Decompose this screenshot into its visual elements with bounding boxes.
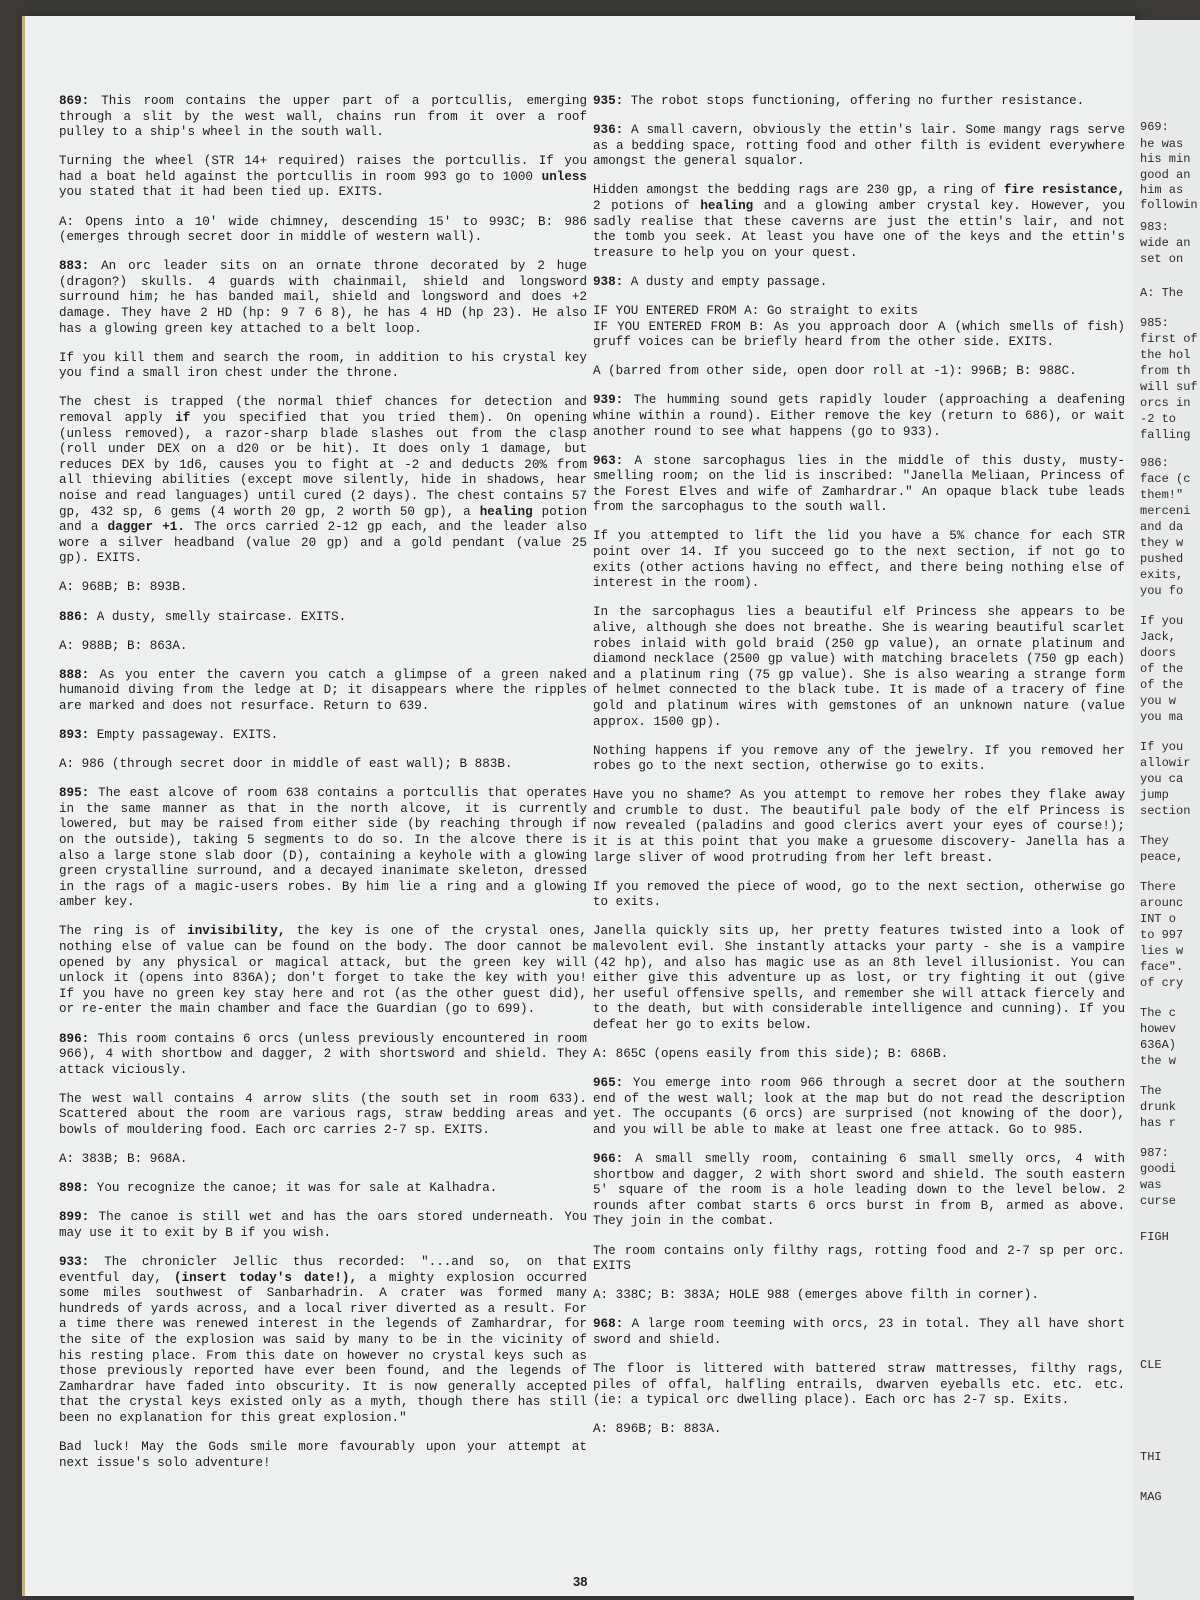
body-text: A (barred from other side, open door roll at -1): 996B; B: 988C.: [593, 364, 1077, 379]
bold-text: 935:: [593, 94, 624, 108]
paragraph-p968c: [593, 1422, 1125, 1438]
bold-text: 965:: [593, 1076, 624, 1091]
body-text: As you enter the cavern you catch a glimpse of a green naked humanoid diving from the ledge at D; it disappears where the ripples are marked and does not resurface. Return to 639.: [59, 667, 587, 713]
next-page-fragment: merceni: [1140, 504, 1191, 518]
paragraph-p896c: [59, 1152, 587, 1168]
next-page-fragment: them!": [1140, 488, 1184, 502]
next-page-fragment: pushed: [1140, 552, 1184, 566]
body-text: The floor is littered with battered straw mattresses, filthy rags, piles of offal, halfling entrails, dwarven eyeballs etc. etc. etc. (ie: a typical orc dwelling place). Each orc has 2-7 sp. Exits.: [593, 1362, 1125, 1408]
body-text: The chest is trapped (the normal thief chances for detection and removal apply: [59, 395, 587, 425]
bold-text: 883:: [59, 259, 90, 274]
next-page-fragment: CLE: [1140, 1358, 1162, 1372]
paragraph-p938b: [593, 304, 1125, 351]
body-text: Have you no shame? As you attempt to remove her robes they flake away and crumble to dust. The beautiful pale body of the elf Princess is now revealed (paladins and good clerics avert your eyes of course!); it is at this point that you make a gruesome discovery- Janella has a large sliver of wood protruding from her left breast.: [593, 788, 1125, 865]
paragraph-p963b: [593, 529, 1125, 591]
paragraph-p899: [59, 1210, 587, 1241]
paragraph-p963c: [593, 605, 1125, 730]
next-page-fragment: The: [1140, 1084, 1162, 1098]
body-text: The chronicler Jellic thus recorded: "...and so, on that eventful day,: [59, 1254, 587, 1285]
next-page-fragment: was: [1140, 1178, 1162, 1192]
body-text: This room contains 6 orcs (unless previously encountered in room 966), 4 with shortbow and dagger, 2 with shortsword and shield. They attack viciously.: [59, 1031, 587, 1077]
paragraph-p886: [59, 610, 587, 626]
next-page-fragment: face (c: [1140, 472, 1191, 486]
body-text: A: 986 (through secret door in middle of east wall); B 883B.: [59, 757, 513, 772]
next-page-fragment: 987:: [1140, 1146, 1169, 1160]
body-text: A: 865C (opens easily from this side); B: 686B.: [593, 1047, 949, 1062]
next-page-fragment: Jack,: [1140, 630, 1177, 644]
bold-text: 939:: [593, 393, 624, 408]
next-page-fragment: A: The: [1140, 286, 1184, 300]
paragraph-p888: [59, 668, 587, 715]
next-page-fragment: goodi: [1140, 1162, 1177, 1176]
bold-text: 933:: [59, 1254, 90, 1269]
paragraph-p869c: [59, 215, 587, 246]
paragraph-p965: [593, 1076, 1125, 1138]
bold-text: dagger +1.: [107, 520, 185, 535]
paragraph-p893: [59, 728, 587, 744]
body-text: A: 968B; B: 893B.: [59, 580, 188, 595]
next-page-fragment: They: [1140, 834, 1169, 848]
body-text: and a glowing amber crystal key. However, you sadly realise that these caverns are just the ettin's lair, and not the tomb you seek. At least you have one of the keys and the ettin's treasure to help you on your quest.: [593, 198, 1125, 260]
next-page-fragment: INT o: [1140, 912, 1177, 926]
paragraph-p933: [59, 1255, 587, 1427]
next-page-fragment: 969:: [1140, 120, 1169, 134]
next-page-fragment: FIGH: [1140, 1230, 1169, 1244]
page-number: 38: [573, 1574, 588, 1589]
bold-text: healing: [479, 504, 533, 519]
paragraph-p963f: [593, 880, 1125, 911]
next-page-fragment: 986:: [1140, 456, 1169, 470]
paragraph-p938c: [593, 364, 1125, 380]
next-page-fragment: howev: [1140, 1022, 1177, 1036]
body-text: A small cavern, obviously the ettin's lair. Some mangy rags serve as a bedding space, rotting food and other filth is evident everywhere amongst the general squalor.: [593, 123, 1125, 169]
body-text: A: 988B; B: 863A.: [59, 638, 188, 653]
next-page-fragment: MAG: [1140, 1490, 1162, 1504]
body-text: The humming sound gets rapidly louder (approaching a deafening whine within a round). Either remove the key (return to 686), or wait another round to see what happens (go to 933).: [593, 393, 1125, 439]
next-page-fragment: jump: [1140, 788, 1169, 802]
paragraph-p963d: [593, 744, 1125, 775]
paragraph-p963e: [593, 788, 1125, 866]
next-page-fragment: -2 to: [1140, 412, 1177, 426]
body-text: You emerge into room 966 through a secret door at the southern end of the west wall; look at the map but do not read the description yet. The occupants (6 orcs) are surprised (not knowing of the door), and you will be able to make at least one free attack. Go to 985.: [593, 1076, 1125, 1137]
paragraph-p898: [59, 1181, 587, 1197]
bold-text: 893:: [59, 728, 90, 742]
paragraph-p869b: [59, 154, 587, 201]
next-page-fragment: set on: [1140, 252, 1184, 266]
next-page-fragment: of the: [1140, 678, 1184, 692]
body-text: A: 338C; B: 383A; HOLE 988 (emerges above filth in corner).: [593, 1288, 1039, 1303]
next-page-fragment: peace,: [1140, 850, 1184, 864]
paragraph-p883b: [59, 351, 587, 382]
body-text: Bad luck! May the Gods smile more favourably upon your attempt at next issue's solo adventure!: [59, 1439, 587, 1470]
next-page-fragment: his min: [1140, 152, 1191, 166]
next-page-fragment: you ma: [1140, 710, 1184, 724]
body-text: The canoe is still wet and has the oars stored underneath. You may use it to exit by B if you wish.: [59, 1210, 587, 1240]
next-page-fragment: If you: [1140, 740, 1184, 754]
paragraph-p895: [59, 786, 587, 911]
bold-text: unless: [541, 169, 587, 184]
body-text: The robot stops functioning, offering no further resistance.: [623, 94, 1085, 108]
next-page-edge: [1134, 20, 1200, 1600]
next-page-fragment: drunk: [1140, 1100, 1177, 1114]
next-page-fragment: allowir: [1140, 756, 1191, 770]
next-page-fragment: section: [1140, 804, 1191, 818]
paragraph-p936: [593, 123, 1125, 170]
next-page-fragment: doors: [1140, 646, 1177, 660]
next-page-fragment: 636A): [1140, 1038, 1177, 1052]
bold-text: 899:: [59, 1210, 90, 1225]
body-text: Hidden amongst the bedding rags are 230 gp, a ring of: [593, 183, 1004, 198]
next-page-fragment: the hol: [1140, 348, 1191, 362]
body-text: you specified that you tried them). On opening (unless removed), a razor-sharp blade slashes out from the clasp (roll under DEX on a d20 or be hit). It does only 1 damage, but reduces DEX by 1d6, causes you to fight at -2 and deducts 20% from all thieving abilities (except move silently, hide in shadows, hear noise and read languages) until cured (2 days). The chest contains 57 gp, 432 sp, 6 gems (4 worth 20 gp, 2 worth 50 gp), a: [59, 411, 588, 519]
next-page-fragment: good an: [1140, 168, 1191, 182]
left-column: [59, 94, 587, 1485]
paragraph-p883c: [59, 395, 587, 567]
body-text: In the sarcophagus lies a beautiful elf Princess she appears to be alive, although she does not breathe. She is wearing beautiful scarlet robes inlaid with gold braid (250 gp value), an ornate platinum and diamond necklace (2500 gp value) with matching bracelets (750 gp each) and a platinum ring (75 gp value). She is also wearing a strange form of helmet connected to the black tube. It is made of a tracery of fine gold and platinum wires with gemstones of an unknown nature (value approx. 1500 gp).: [593, 605, 1125, 729]
next-page-fragment: 985:: [1140, 316, 1169, 330]
body-text: You recognize the canoe; it was for sale at Kalhadra.: [89, 1181, 498, 1196]
body-text: A dusty, smelly staircase. EXITS.: [89, 609, 347, 624]
bold-text: fire resistance,: [1003, 183, 1125, 198]
paragraph-p938: [593, 275, 1125, 291]
next-page-fragment: followin: [1140, 198, 1198, 212]
body-text: An orc leader sits on an ornate throne decorated by 2 huge (dragon?) skulls. 4 guards with chainmail, shield and longsword surround him; he has banded mail, shield and longsword and does +2 damage. They have 2 HD (hp: 9 7 6 8), he has 4 HD (hp 23). He also has a glowing green key attached to a belt loop.: [59, 259, 587, 336]
next-page-fragment: you ca: [1140, 772, 1184, 786]
bold-text: if: [175, 411, 191, 425]
paragraph-p966b: [593, 1244, 1125, 1275]
paragraph-p936b: [593, 183, 1125, 261]
paragraph-p963: [593, 454, 1125, 516]
body-text: A: 896B; B: 883A.: [593, 1422, 722, 1437]
paragraph-p895b: [59, 924, 587, 1018]
next-page-fragment: you fo: [1140, 584, 1184, 598]
next-page-fragment: The c: [1140, 1006, 1177, 1020]
body-text: A: 383B; B: 968A.: [59, 1152, 188, 1167]
body-text: This room contains the upper part of a portcullis, emerging through a slit by the west wall, chains run from it over a roof pulley to a ship's wheel in the south wall.: [59, 94, 587, 140]
paragraph-p968: [593, 1317, 1125, 1348]
body-text: If you removed the piece of wood, go to the next section, otherwise go to exits.: [593, 879, 1125, 910]
body-text: IF YOU ENTERED FROM A: Go straight to exits IF YOU ENTERED FROM B: As you approach door A (which smells of fish) gruff voices can be briefly heard from the other side. EXITS.: [593, 303, 1125, 350]
body-text: Turning the wheel (STR 14+ required) raises the portcullis. If you had a boat held against the portcullis in room 993 go to 1000: [59, 154, 587, 184]
next-page-fragment: from th: [1140, 364, 1191, 378]
body-text: If you attempted to lift the lid you have a 5% chance for each STR point over 14. If you succeed go to the next section, if not go to exits (other actions having no effect, and there being nothing else of interest in the room).: [593, 529, 1125, 591]
next-page-fragment: wide an: [1140, 236, 1191, 250]
bold-text: 895:: [59, 786, 90, 801]
next-page-fragment: will suf: [1140, 380, 1198, 394]
body-text: A small smelly room, containing 6 small smelly orcs, 4 with shortbow and dagger, 2 with short sword and shield. The south eastern 5' square of the room is a hole leading down to the level below. 2 rounds after combat starts 6 orcs burst in from B, armed as above. They join in the combat.: [593, 1152, 1125, 1229]
bold-text: 886:: [59, 609, 90, 624]
next-page-fragment: to 997: [1140, 928, 1184, 942]
paragraph-p939: [593, 393, 1125, 440]
body-text: you stated that it had been tied up. EXITS.: [59, 185, 384, 200]
bold-text: invisibility,: [187, 924, 286, 939]
body-text: 2 potions of: [593, 198, 701, 213]
bold-text: 966:: [593, 1152, 624, 1167]
next-page-fragment: they w: [1140, 536, 1184, 550]
next-page-fragment: falling: [1140, 428, 1191, 442]
next-page-fragment: of the: [1140, 662, 1184, 676]
next-page-fragment: 983:: [1140, 220, 1169, 234]
next-page-fragment: orcs in: [1140, 396, 1191, 410]
paragraph-p933b: [59, 1440, 587, 1471]
next-page-fragment: first of: [1140, 332, 1198, 346]
next-page-fragment: There: [1140, 880, 1177, 894]
body-text: The room contains only filthy rags, rotting food and 2-7 sp per orc. EXITS: [593, 1243, 1125, 1274]
next-page-fragment: he was: [1140, 137, 1184, 151]
next-page-fragment: curse: [1140, 1194, 1177, 1208]
next-page-fragment: of cry: [1140, 976, 1184, 990]
paragraph-p896b: [59, 1092, 587, 1139]
bold-text: 898:: [59, 1181, 90, 1196]
paragraph-p869: [59, 94, 587, 141]
body-text: a mighty explosion occurred some miles southwest of Sanbarhadrin. A crater was formed many hundreds of yards across, and a local river diverted as a result. For a time there was renewed interest in the legends of Zamhardrar, for the site of the explosion was said by many to be in the vicinity of his resting place. From this date on however no crystal keys such as those previously reported have ever been found, and the legends of Zamhardrar have faded into obscurity. It is now generally accepted that the crystal keys existed only as a myth, though there has still been no explanation for this great explosion.": [59, 1270, 587, 1425]
paragraph-p963g: [593, 924, 1125, 1033]
next-page-fragment: face".: [1140, 960, 1184, 974]
bold-text: 938:: [593, 274, 624, 289]
next-page-fragment: the w: [1140, 1054, 1177, 1068]
next-page-fragment: you w: [1140, 694, 1177, 708]
body-text: A large room teeming with orcs, 23 in total. They all have short sword and shield.: [593, 1317, 1125, 1347]
body-text: The orcs carried 2-12 gp each, and the leader also wore a silver headband (value 20 gp) and a gold pendant (value 25 gp). EXITS.: [59, 520, 587, 566]
magazine-page: [22, 16, 1135, 1596]
next-page-fragment: lies w: [1140, 944, 1184, 958]
paragraph-p893b: [59, 757, 587, 773]
paragraph-p886b: [59, 639, 587, 655]
right-column: [593, 94, 1125, 1451]
paragraph-p963h: [593, 1047, 1125, 1063]
paragraph-p883: [59, 259, 587, 337]
bold-text: 869:: [59, 94, 90, 108]
body-text: The east alcove of room 638 contains a portcullis that operates in the same manner as that in the north alcove, it is currently lowered, but may be raised from either side (by reaching through if on the outside), taking 5 segments to do so. In the alcove there is also a large stone slab door (D), containing a keyhole with a glowing green crystalline surround, and a decayed inanimate skeleton, dressed in the rags of a magic-users robes. By him lie a ring and a glowing amber key.: [59, 786, 587, 910]
next-page-fragment: exits,: [1140, 568, 1184, 582]
bold-text: 963:: [593, 453, 624, 468]
body-text: Empty passageway. EXITS.: [89, 728, 279, 742]
paragraph-p966: [593, 1152, 1125, 1230]
body-text: the key is one of the crystal ones, nothing else of value can be found on the body. The door cannot be opened by any physical or magical attack, but the green key will unlock it (opens into 836A); don't forget to take the key with you! If you have no green key stay here and rot (as the other guest did), or re-enter the main chamber and face the Guardian (go to 699).: [59, 924, 587, 1017]
bold-text: 896:: [59, 1031, 90, 1046]
next-page-fragment: arounc: [1140, 896, 1184, 910]
next-page-fragment: and da: [1140, 520, 1184, 534]
bold-text: 888:: [59, 667, 90, 682]
next-page-fragment: has r: [1140, 1116, 1177, 1130]
body-text: If you kill them and search the room, in addition to his crystal key you find a small iron chest under the throne.: [59, 350, 587, 381]
body-text: A stone sarcophagus lies in the middle of this dusty, musty-smelling room; on the lid is inscribed: "Janella Meliaan, Princess of the Forest Elves and wife of Zamhardrar." An opaque black tube leads from the sarcophagus to the south wall.: [593, 453, 1125, 515]
bold-text: healing: [700, 198, 754, 213]
paragraph-p883d: [59, 580, 587, 596]
body-text: potion and a: [59, 504, 588, 535]
body-text: The west wall contains 4 arrow slits (the south set in room 633). Scattered about the room are various rags, straw bedding areas and bowls of mouldering food. Each orc carries 2-7 sp. EXITS.: [59, 1091, 587, 1137]
body-text: Janella quickly sits up, her pretty features twisted into a look of malevolent evil. She instantly attacks your party - she is a vampire (42 hp), and also has magic use as an 8th level illusionist. You can either give this adventure up as lost, or try fighting it out (give her useful offensive spells, and remember she will attack fiercely and to the death, but with considerable intelligence and cunning). If you defeat her go to exits below.: [593, 924, 1125, 1032]
bold-text: 936:: [593, 123, 624, 138]
bold-text: 968:: [593, 1317, 624, 1332]
body-text: Nothing happens if you remove any of the jewelry. If you removed her robes go to the next section, otherwise go to exits.: [593, 743, 1125, 774]
body-text: A: Opens into a 10' wide chimney, descending 15' to 993C; B: 986 (emerges through secret door in middle of western wall).: [59, 214, 587, 245]
next-page-fragment: him as: [1140, 183, 1184, 197]
paragraph-p935: [593, 94, 1125, 110]
body-text: The ring is of: [59, 924, 188, 939]
next-page-fragment: If you: [1140, 614, 1184, 628]
bold-text: (insert today's date!),: [174, 1270, 358, 1285]
next-page-fragment: THI: [1140, 1450, 1162, 1464]
body-text: A dusty and empty passage.: [623, 274, 828, 289]
paragraph-p966c: [593, 1288, 1125, 1304]
paragraph-p896: [59, 1032, 587, 1079]
paragraph-p968b: [593, 1362, 1125, 1409]
